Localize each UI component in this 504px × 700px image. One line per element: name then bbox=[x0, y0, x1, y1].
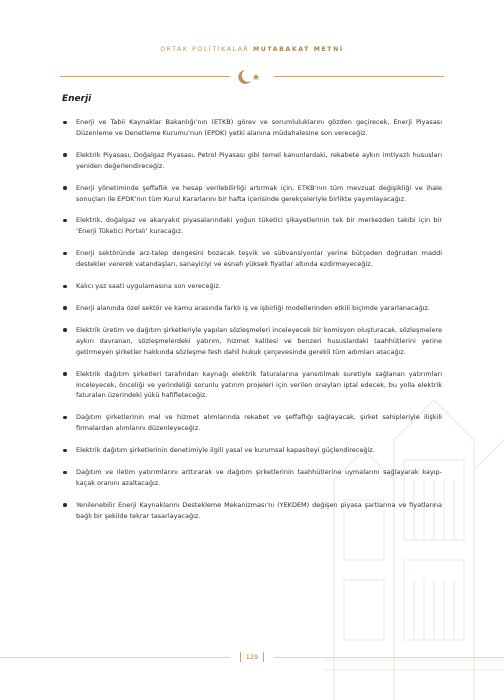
list-item: Elektrik üretim ve dağıtım şirketleriyle yapılan sözleşmeleri inceleyecek bir komisyon oluşturacak, sözleşmelere aykırı davranan, sözleşmelerdeki yatırım, hizmet kalitesi ve benzeri hususlardaki taahhütlerini yerine getirmeyen şirketler hakkında sözleşme fesh dahil hukuk çerçevesinde gerekli tüm adımları atacağız. bbox=[62, 325, 442, 358]
header-emphasis: MUTABAKAT METNİ bbox=[253, 46, 344, 53]
list-item: Enerji yönetiminde şeffaflık ve hesap verilebilirliği artırmak için, ETKB’nın tüm mevzuat değişikliği ve ihale sonuçları ile EPDK’nın tüm Kurul Kararlarını bir hafta içerisinde gerekçeleriyle birlikte yayımlayacağız. bbox=[62, 183, 442, 205]
section-title: Enerji bbox=[62, 94, 92, 104]
crescent-star-icon bbox=[236, 68, 268, 84]
list-item: Enerji alanında özel sektör ve kamu arasında farklı iş ve işbirliği modellerinden etkili biçimde yararlanacağız. bbox=[62, 303, 442, 314]
list-item: Enerji ve Tabii Kaynaklar Bakanlığı’nın (ETKB) görev ve sorumluluklarını gözden geçirecek, Enerji Piyasası Düzenleme ve Denetleme Kurumu’nun (EPDK) yetki alanına müdahalesine son vereceğiz. bbox=[62, 117, 442, 139]
list-item: Elektrik Piyasası, Doğalgaz Piyasası, Petrol Piyasası gibi temel kanunlardaki, rekabete aykırı imtiyazlı hususları yeniden değerlendireceğiz. bbox=[62, 150, 442, 172]
ornament-line-left bbox=[60, 76, 230, 77]
list-item: Yenilenebilir Enerji Kaynaklarını Destekleme Mekanizması’nı (YEKDEM) değişen piyasa şartlarına ve fiyatlarına bağlı bir şekilde tekrar tasarlayacağız. bbox=[62, 500, 442, 522]
ornament-line-right bbox=[274, 76, 444, 77]
list-item: Elektrik, doğalgaz ve akaryakıt piyasalarındaki yoğun tüketici şikayetlerinin tek bir merkezden takibi için bir ‘Enerji Tüketici Portalı’ kuracağız. bbox=[62, 215, 442, 237]
header-ornament bbox=[60, 68, 444, 84]
policy-list bbox=[62, 117, 442, 522]
list-item: Elektrik dağıtım şirketleri tarafından kaynağı elektrik faturalarına yansıtılmak suretiyle sağlanan yatırımları inceleyecek, önceliği ve yerindeliği sorunlu yatırım projeleri için verilen onayları iptal edecek, bu yolla elektrik faturaları üzerindeki yükü hafifleteceğiz. bbox=[62, 369, 442, 402]
list-item: Dağıtım ve iletim yatırımlarını arttırarak ve dağıtım şirketlerinin taahhütlerine uymalarını sağlayarak kayıp-kaçak oranını azaltacağız. bbox=[62, 467, 442, 489]
list-item: Enerji sektöründe arz-talep dengesini bozacak teşvik ve sübvansiyonlar yerine bütçeden doğrudan maddi destekler vererek vatandaşları, sanayiciyi ve esnafı yüksek fiyatlar altında ezdirmeyeceğiz. bbox=[62, 248, 442, 270]
list-item: Dağıtım şirketlerinin mal ve hizmet alımlarında rekabet ve şeffaflığı sağlayacak, şirket sahipleriyle ilişkili firmalardan alımlarını düzenleyeceğiz. bbox=[62, 412, 442, 434]
list-item: Elektrik dağıtım şirketlerinin denetimiyle ilgili yasal ve kurumsal kapasiteyi güçlendireceğiz. bbox=[62, 445, 442, 456]
header-prefix: ORTAK POLİTİKALAR bbox=[160, 46, 250, 53]
footer-line-right bbox=[274, 657, 504, 658]
page-number: 129 bbox=[236, 650, 268, 664]
running-header bbox=[0, 46, 504, 53]
list-item: Kalıcı yaz saati uygulamasına son vereceğiz. bbox=[62, 281, 442, 292]
footer-line-left bbox=[0, 657, 230, 658]
